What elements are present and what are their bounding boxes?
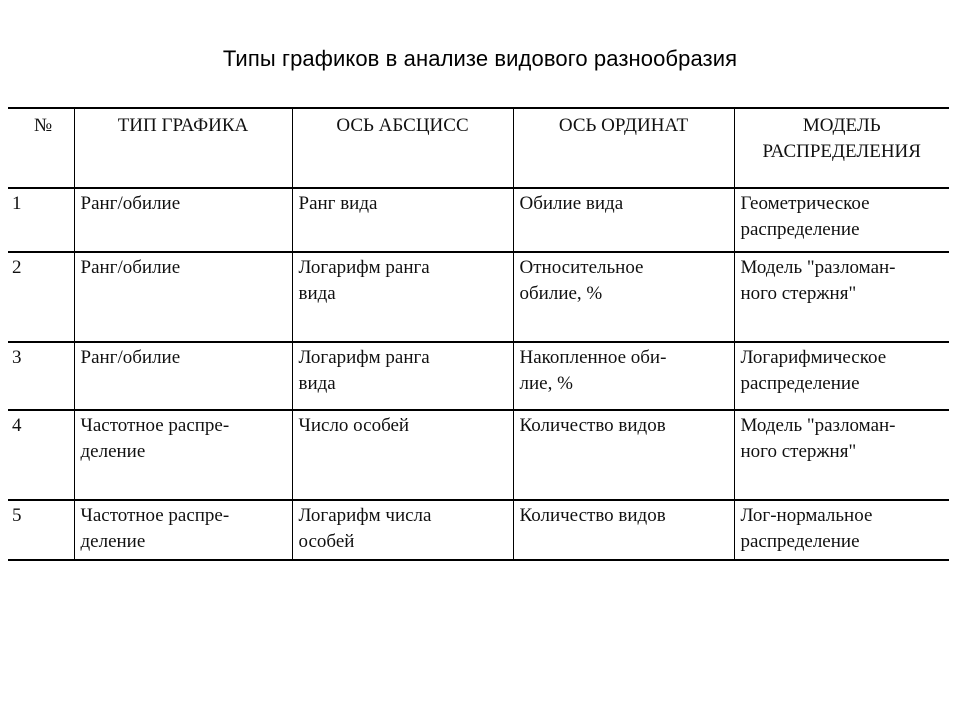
- cell-distribution-model: Лог-нормальное распределение: [734, 500, 949, 560]
- cell-y-axis: Относительное обилие, %: [513, 252, 734, 342]
- table-row: [8, 342, 949, 410]
- cell-graph-type: Ранг/обилие: [74, 188, 292, 252]
- header-number: №: [8, 108, 74, 188]
- header-x-axis: ОСЬ АБСЦИСС: [292, 108, 513, 188]
- table-body: [8, 188, 949, 560]
- cell-y-axis: Количество видов: [513, 410, 734, 500]
- graph-types-table: [8, 107, 949, 561]
- table-row: [8, 410, 949, 500]
- cell-number: 1: [8, 188, 74, 252]
- cell-graph-type: Частотное распре- деление: [74, 410, 292, 500]
- table-row: [8, 252, 949, 342]
- cell-y-axis: Количество видов: [513, 500, 734, 560]
- cell-distribution-model: Модель "разломан- ного стержня": [734, 410, 949, 500]
- cell-number: 5: [8, 500, 74, 560]
- cell-y-axis: Обилие вида: [513, 188, 734, 252]
- cell-graph-type: Ранг/обилие: [74, 252, 292, 342]
- cell-x-axis: Логарифм числа особей: [292, 500, 513, 560]
- table-header: [8, 108, 949, 188]
- cell-x-axis: Число особей: [292, 410, 513, 500]
- cell-y-axis: Накопленное оби- лие, %: [513, 342, 734, 410]
- table-row: [8, 188, 949, 252]
- cell-distribution-model: Геометрическое распределение: [734, 188, 949, 252]
- header-distribution-model: МОДЕЛЬ РАСПРЕДЕЛЕНИЯ: [734, 108, 949, 188]
- header-row: [8, 108, 949, 188]
- cell-graph-type: Частотное распре- деление: [74, 500, 292, 560]
- cell-number: 3: [8, 342, 74, 410]
- cell-distribution-model: Логарифмическое распределение: [734, 342, 949, 410]
- cell-x-axis: Ранг вида: [292, 188, 513, 252]
- cell-x-axis: Логарифм ранга вида: [292, 252, 513, 342]
- cell-distribution-model: Модель "разломан- ного стержня": [734, 252, 949, 342]
- cell-x-axis: Логарифм ранга вида: [292, 342, 513, 410]
- slide-title: Типы графиков в анализе видового разнообразия: [222, 46, 738, 71]
- header-graph-type: ТИП ГРАФИКА: [74, 108, 292, 188]
- cell-number: 4: [8, 410, 74, 500]
- table-row: [8, 500, 949, 560]
- cell-graph-type: Ранг/обилие: [74, 342, 292, 410]
- header-y-axis: ОСЬ ОРДИНАТ: [513, 108, 734, 188]
- cell-number: 2: [8, 252, 74, 342]
